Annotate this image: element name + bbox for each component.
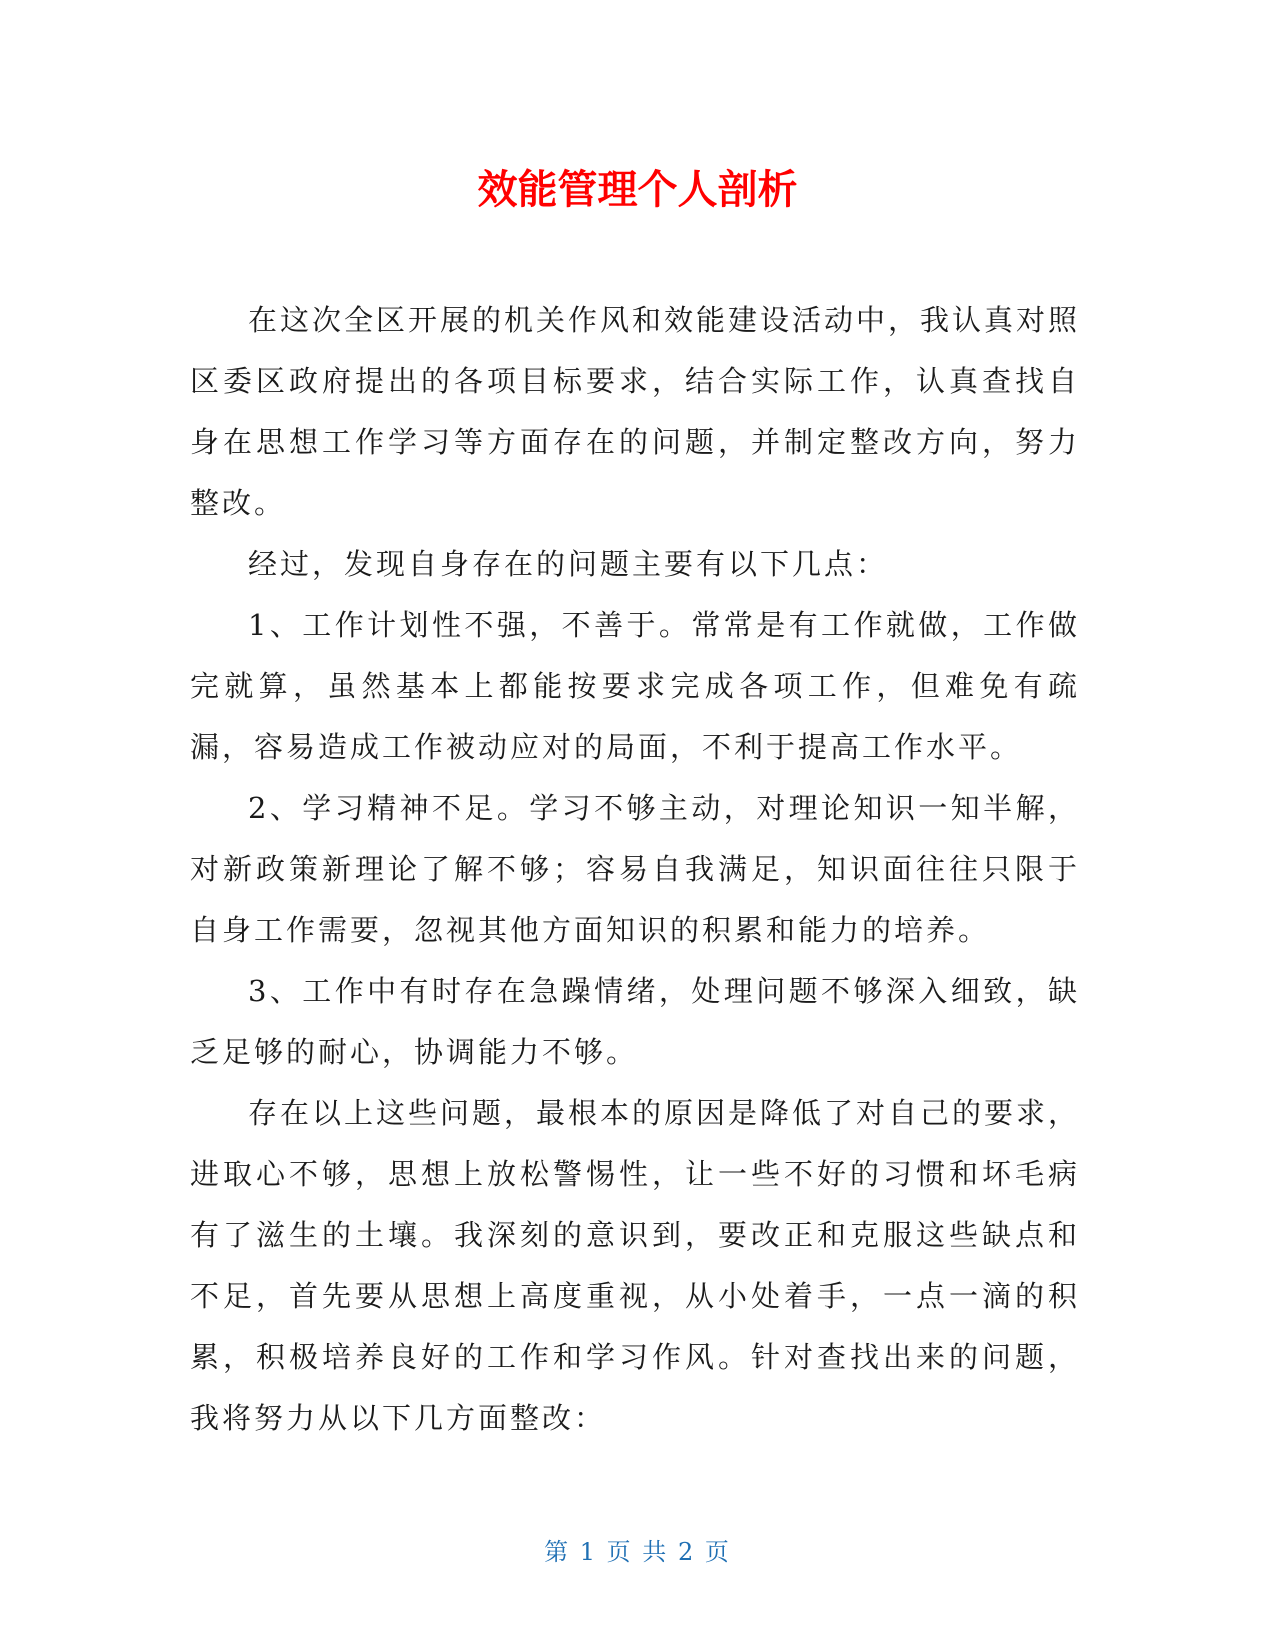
paragraph-root-cause: 存在以上这些问题，最根本的原因是降低了对自己的要求，进取心不够，思想上放松警惕性，让一些不好的习惯和坏毛病有了滋生的土壤。我深刻的意识到，要改正和克服这些缺点和不足，首先要从思想上高度重视，从小处着手，一点一滴的积累，积极培养良好的工作和学习作风。针对查找出来的问题，我将努力从以下几方面整改：	[190, 1096, 1081, 1435]
document-title: 效能管理个人剖析	[477, 167, 798, 213]
paragraph-problems-lead: 经过，发现自身存在的问题主要有以下几点：	[248, 547, 889, 581]
document-body	[190, 290, 1080, 1449]
page-number-footer: 第 1 页 共 2 页	[544, 1538, 731, 1566]
paragraph-problem-3: 3、工作中有时存在急躁情绪，处理问题不够深入细致，缺乏足够的耐心，协调能力不够。	[190, 974, 1080, 1069]
paragraph-problem-2: 2、学习精神不足。学习不够主动，对理论知识一知半解，对新政策新理论了解不够；容易自我满足，知识面往往只限于自身工作需要，忽视其他方面知识的积累和能力的培养。	[190, 791, 1080, 947]
paragraph-intro: 在这次全区开展的机关作风和效能建设活动中，我认真对照区委区政府提出的各项目标要求，结合实际工作，认真查找自身在思想工作学习等方面存在的问题，并制定整改方向，努力整改。	[190, 303, 1081, 520]
paragraph-problem-1: 1、工作计划性不强，不善于。常常是有工作就做，工作做完就算，虽然基本上都能按要求完成各项工作，但难免有疏漏，容易造成工作被动应对的局面，不利于提高工作水平。	[190, 608, 1080, 764]
